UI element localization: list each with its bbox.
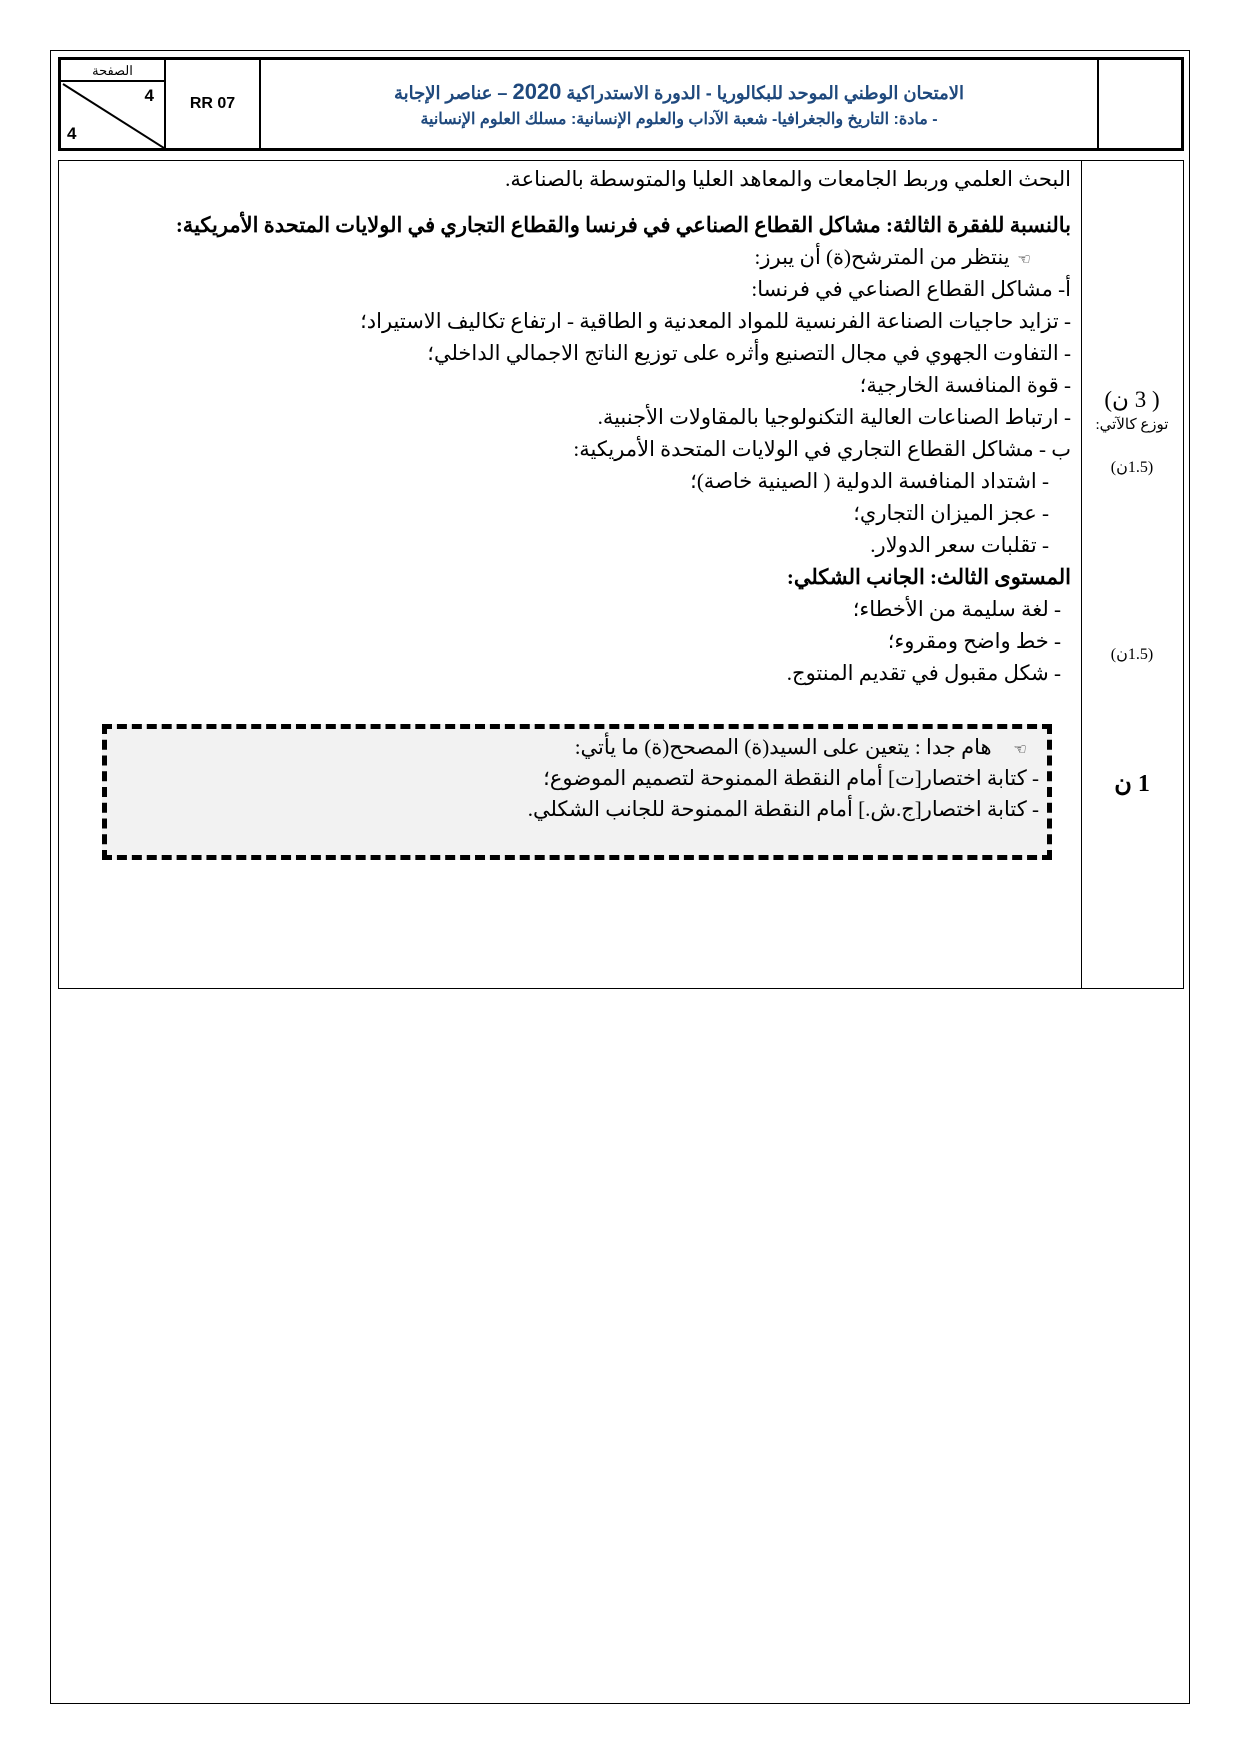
list-item: - تزايد حاجيات الصناعة الفرنسية للمواد المعدنية و الطاقية - ارتفاع تكاليف الاستيراد؛: [360, 309, 1071, 333]
list-item: - قوة المنافسة الخارجية؛: [859, 373, 1071, 397]
page-total: 4: [67, 124, 77, 143]
score-total: ( 3 ن): [1104, 387, 1160, 412]
level3-title: المستوى الثالث: الجانب الشكلي:: [786, 565, 1071, 589]
b-title: ب - مشاكل القطاع التجاري في الولايات المتحدة الأمريكية:: [573, 437, 1071, 461]
pointing-hand-icon: ☜: [1017, 250, 1031, 268]
score-part1: (1.5ن): [1110, 459, 1154, 476]
note-title-line: [107, 732, 1039, 763]
list-item: - تقلبات سعر الدولار.: [870, 533, 1049, 557]
exam-title: [394, 79, 964, 105]
exam-code: RR 07: [166, 60, 261, 148]
exam-year: 2020: [512, 79, 562, 104]
note-item: - كتابة اختصار[ت] أمام النقطة الممنوحة لتصميم الموضوع؛: [543, 766, 1039, 790]
page-label: الصفحة: [61, 63, 164, 82]
score-column: [1081, 161, 1183, 988]
exam-title-part2: – عناصر الإجابة: [394, 83, 508, 103]
score-form: 1 ن: [1114, 771, 1150, 797]
note-title: هام جدا : يتعين على السيد(ة) المصحح(ة) ما يأتي:: [574, 735, 992, 759]
exam-subtitle: - مادة: التاريخ والجغرافيا- شعبة الآداب والعلوم الإنسانية: مسلك العلوم الإنسانية: [420, 111, 938, 128]
list-item: - عجز الميزان التجاري؛: [853, 501, 1049, 525]
intro-line: البحث العلمي وربط الجامعات والمعاهد العليا والمتوسطة بالصناعة.: [505, 167, 1071, 191]
pointing-hand-icon: ☜: [1013, 740, 1027, 758]
note-item: - كتابة اختصار[ج.ش.] أمام النقطة الممنوحة للجانب الشكلي.: [527, 797, 1039, 821]
answer-content: [71, 163, 1071, 689]
header-title-cell: [261, 60, 1099, 148]
header-empty-cell: [1099, 60, 1181, 148]
score-distribution-label: توزع كالآتي:: [1095, 417, 1169, 433]
expect-line: [71, 241, 1071, 273]
answer-table: [58, 160, 1184, 989]
list-item: - شكل مقبول في تقديم المنتوج.: [786, 661, 1061, 685]
page-current: 4: [144, 86, 154, 105]
list-item: - ارتباط الصناعات العالية التكنولوجيا بالمقاولات الأجنبية.: [597, 405, 1071, 429]
page-number-cell: [61, 60, 166, 148]
section3-title: بالنسبة للفقرة الثالثة: مشاكل القطاع الصناعي في فرنسا والقطاع التجاري في الولايات المتحدة الأمريكية:: [175, 213, 1071, 237]
list-item: - التفاوت الجهوي في مجال التصنيع وأثره على توزيع الناتج الاجمالي الداخلي؛: [427, 341, 1071, 365]
a-title: أ- مشاكل القطاع الصناعي في فرنسا:: [751, 277, 1071, 301]
list-item: - لغة سليمة من الأخطاء؛: [852, 597, 1061, 621]
header-table: [58, 57, 1184, 151]
list-item: - خط واضح ومقروء؛: [887, 629, 1061, 653]
score-part2: (1.5ن): [1110, 646, 1154, 663]
list-item: - اشتداد المنافسة الدولية ( الصينية خاصة)؛: [690, 469, 1049, 493]
important-note-box: [102, 724, 1052, 860]
expect-text: ينتظر من المترشح(ة) أن يبرز:: [754, 245, 1010, 269]
exam-title-part1: الامتحان الوطني الموحد للبكالوريا - الدورة الاستدراكية: [566, 83, 964, 103]
